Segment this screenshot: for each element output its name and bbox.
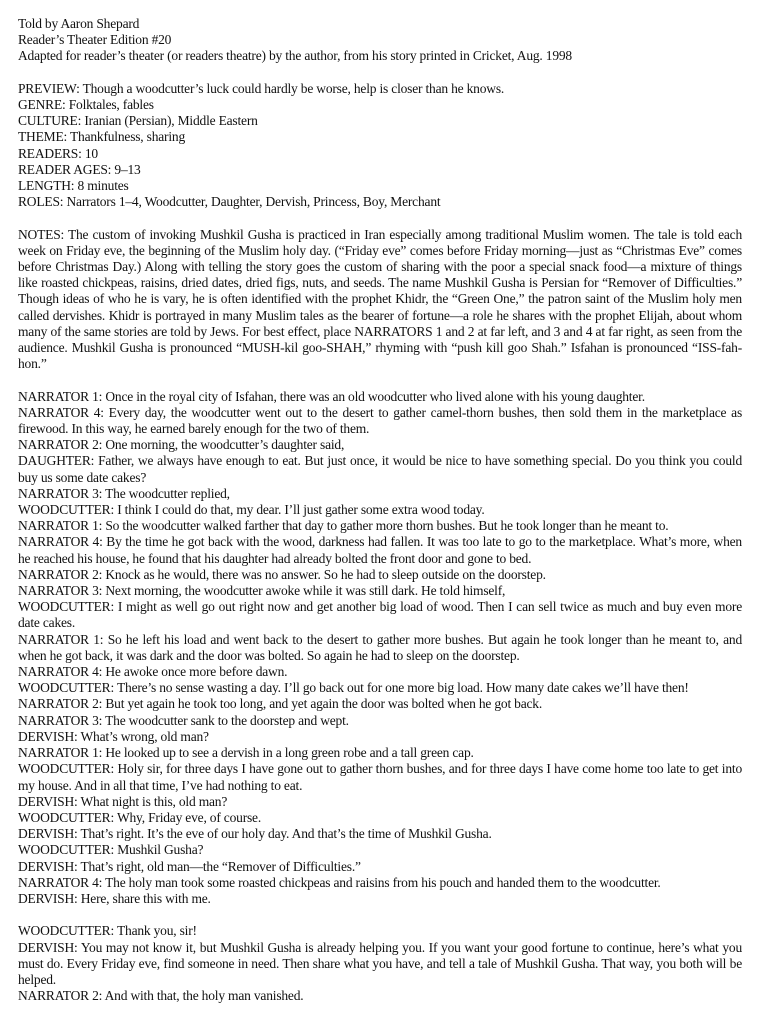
spacer	[18, 372, 742, 388]
script-line: NARRATOR 2: One morning, the woodcutter’s daughter said,	[18, 437, 345, 453]
script-line: WOODCUTTER: I might as well go out right now and get another big load of wood. Then I can sell twice as much and buy even more date cakes.	[18, 599, 742, 631]
genre-line: GENRE: Folktales, fables	[18, 97, 154, 112]
theme-line: THEME: Thankfulness, sharing	[18, 129, 185, 145]
script-line: NARRATOR 2: And with that, the holy man vanished.	[18, 988, 304, 1004]
readers-line: READERS: 10	[18, 145, 98, 161]
spacer	[18, 907, 742, 923]
preview-line: PREVIEW: Though a woodcutter’s luck could hardly be worse, help is closer than he knows.	[18, 80, 505, 96]
script-line: NARRATOR 3: Next morning, the woodcutter awoke while it was still dark. He told himself,	[18, 583, 506, 599]
script-line: NARRATOR 3: The woodcutter sank to the doorstep and wept.	[18, 712, 349, 728]
script-line: NARRATOR 4: The holy man took some roasted chickpeas and raisins from his pouch and handed them to the woodcutter.	[18, 874, 661, 890]
adapted-line: Adapted for reader’s theater (or readers theatre) by the author, from his story printed in Cricket, Aug. 1998	[18, 48, 572, 64]
script-line: NARRATOR 2: But yet again he took too long, and yet again the door was bolted when he got back.	[18, 696, 543, 712]
notes-paragraph: NOTES: The custom of invoking Mushkil Gusha is practiced in Iran especially among traditional Muslim women. The tale is told each week on Friday eve, the beginning of the Muslim holy day. (“Friday eve” comes before Friday morning—just as “Christmas Eve” comes before Christmas Day.) Along with telling the story goes the custom of sharing with the poor a special snack food—a mixture of things like roasted chickpeas, raisins, dried dates, dried figs, nuts, and seeds. The name Mushkil Gusha is Persian for “Remover of Difficulties.” Though ideas of who he is vary, he is often identified with the prophet Khidr, the “Green One,” the patron saint of the Muslim holy men called dervishes. Khidr is portrayed in many Muslim tales as the bearer of fortune—a role he shares with the prophet Elijah, about whom many of the same stories are told by Jews. For best effect, place NARRATORS 1 and 2 at far left, and 3 and 4 at far right, as seen from the audience. Mushkil Gusha is pronounced “MUSH-kil goo-SHAH,” rhyming with “push kill goo Shah.” Isfahan is pronounced “ISS-fah-hon.”	[18, 226, 742, 372]
spacer	[18, 210, 742, 226]
script-line: DERVISH: What night is this, old man?	[18, 793, 228, 809]
script-line: DAUGHTER: Father, we always have enough to eat. But just once, it would be nice to have something special. Do you think you could buy us some date cakes?	[18, 453, 742, 485]
script-line: WOODCUTTER: Holy sir, for three days I have gone out to gather thorn bushes, and for three days I have come home too late to get into my house. And in all that time, I’ve had nothing to eat.	[18, 761, 742, 793]
roles-line: ROLES: Narrators 1–4, Woodcutter, Daughter, Dervish, Princess, Boy, Merchant	[18, 194, 441, 210]
script-line: DERVISH: Here, share this with me.	[18, 890, 211, 906]
script-line: NARRATOR 1: So the woodcutter walked farther that day to gather more thorn bushes. But he took longer than he meant to.	[18, 518, 669, 534]
edition-line: Reader’s Theater Edition #20	[18, 32, 172, 48]
script-line: DERVISH: That’s right, old man—the “Remover of Difficulties.”	[18, 858, 361, 874]
script-section-2	[18, 923, 742, 1004]
script-line: NARRATOR 1: Once in the royal city of Isfahan, there was an old woodcutter who lived alone with his young daughter.	[18, 388, 645, 404]
script-line: WOODCUTTER: I think I could do that, my dear. I’ll just gather some extra wood today.	[18, 502, 485, 518]
document-page	[18, 16, 742, 1004]
culture-line: CULTURE: Iranian (Persian), Middle Eastern	[18, 113, 258, 129]
script-line: NARRATOR 4: Every day, the woodcutter went out to the desert to gather camel-thorn bushes, then sold them in the marketplace as firewood. In this way, he earned barely enough for the two of them.	[18, 404, 742, 437]
script-line: NARRATOR 1: He looked up to see a dervish in a long green robe and a tall green cap.	[18, 745, 474, 761]
script-line: NARRATOR 4: By the time he got back with the wood, darkness had fallen. It was too late to go to the marketplace. What’s more, when he reached his house, he found that his daughter had already bolted the front door and gone to bed.	[18, 534, 742, 566]
script-line: WOODCUTTER: Why, Friday eve, of course.	[18, 809, 262, 825]
script-line: DERVISH: What’s wrong, old man?	[18, 728, 209, 744]
script-section-1	[18, 389, 742, 908]
spacer	[18, 65, 742, 81]
script-line: NARRATOR 3: The woodcutter replied,	[18, 485, 230, 501]
script-line: DERVISH: That’s right. It’s the eve of our holy day. And that’s the time of Mushkil Gusha.	[18, 826, 492, 842]
script-line: DERVISH: You may not know it, but Mushkil Gusha is already helping you. If you want your good fortune to continue, here’s what you must do. Every Friday eve, find someone in need. Then share what you have, and tell a tale of Mushkil Gusha. That way, you both will be helped.	[18, 939, 742, 987]
script-line: WOODCUTTER: Mushkil Gusha?	[18, 842, 204, 858]
reader-ages-line: READER AGES: 9–13	[18, 161, 141, 177]
script-line: NARRATOR 2: Knock as he would, there was no answer. So he had to sleep outside on the doorstep.	[18, 566, 546, 582]
told-by-line: Told by Aaron Shepard	[18, 16, 140, 31]
length-line: LENGTH: 8 minutes	[18, 178, 129, 194]
script-line: NARRATOR 4: He awoke once more before dawn.	[18, 664, 288, 680]
script-line: WOODCUTTER: There’s no sense wasting a day. I’ll go back out for one more big load. How many date cakes we’ll have then!	[18, 680, 689, 696]
script-line: WOODCUTTER: Thank you, sir!	[18, 923, 197, 939]
script-line: NARRATOR 1: So he left his load and went back to the desert to gather more bushes. But again he took longer than he meant to, and when he got back, it was dark and the door was bolted. So again he had to sleep on the doorstep.	[18, 631, 742, 663]
